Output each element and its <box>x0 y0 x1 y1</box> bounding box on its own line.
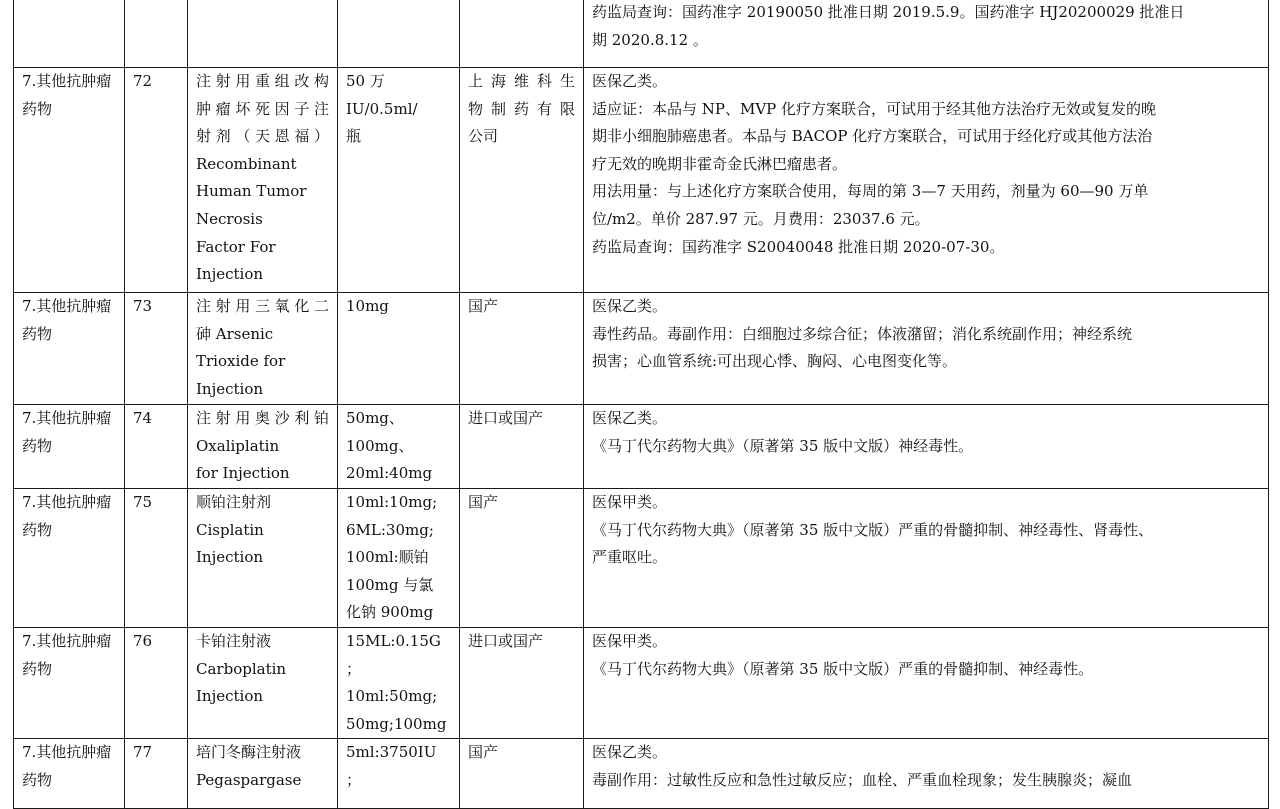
manufacturer-line: 国产 <box>468 297 499 315</box>
table-row <box>14 293 1269 405</box>
notes-cell <box>584 627 1269 738</box>
manufacturer-line: 国产 <box>468 493 499 511</box>
drug-name-line: 卡铂注射液 <box>196 631 272 650</box>
note-line: 药监局查询：国药准字 S20040048 批准日期 2020-07-30。 <box>592 237 1005 256</box>
drug-name-line: 砷 Arsenic <box>196 324 274 343</box>
row-number: 76 <box>133 631 153 650</box>
spec-cell <box>338 405 460 489</box>
note-line: 位/m2。单价 287.97 元。月费用：23037.6 元。 <box>592 209 930 228</box>
spec-line: 100mg、 <box>346 436 414 455</box>
drug-name-line: Injection <box>196 548 264 567</box>
manufacturer-line: 上海维科生 <box>468 72 575 90</box>
note-line: 期 2020.8.12 。 <box>592 30 708 49</box>
row-number: 72 <box>133 72 153 90</box>
drug-name-line: 注射用三氧化二 <box>196 297 329 315</box>
table-row <box>14 489 1269 628</box>
category-cell <box>14 627 125 738</box>
spec-line: 化钠 900mg <box>346 603 434 622</box>
drug-table <box>13 0 1269 809</box>
spec-cell <box>338 0 460 68</box>
spec-line: 10ml:10mg; <box>346 493 438 511</box>
note-line: 药监局查询：国药准字 20190050 批准日期 2019.5.9。国药准字 HJ20200029 批准日 <box>592 3 1185 21</box>
spec-cell <box>338 627 460 738</box>
drug-name-line: Trioxide for <box>196 352 286 371</box>
manufacturer-cell <box>460 68 584 293</box>
spec-line: 10mg <box>346 297 389 315</box>
table-row <box>14 405 1269 489</box>
manufacturer-line: 进口或国产 <box>468 631 544 650</box>
note-line: 毒副作用：过敏性反应和急性过敏反应；血栓、严重血栓现象；发生胰腺炎；凝血 <box>592 770 1133 789</box>
drug-name-line: 顺铂注射剂 <box>196 493 272 511</box>
drug-name-line: Factor For <box>196 237 276 256</box>
drug-name-line: Carboplatin <box>196 659 287 678</box>
category-cell <box>14 739 125 809</box>
note-line: 损害；心血管系统:可出现心悸、胸闷、心电图变化等。 <box>592 352 958 371</box>
table-row <box>14 0 1269 68</box>
manufacturer-cell <box>460 293 584 405</box>
number-cell <box>125 0 188 68</box>
number-cell <box>125 68 188 293</box>
note-line: 严重呕吐。 <box>592 548 668 567</box>
notes-cell <box>584 489 1269 628</box>
note-line: 医保甲类。 <box>592 631 668 650</box>
category-cell <box>14 0 125 68</box>
category-text: 7.其他抗肿瘤药物 <box>22 297 112 343</box>
category-cell <box>14 489 125 628</box>
drug-name-cell <box>188 0 338 68</box>
spec-line: IU/0.5ml/ <box>346 99 418 118</box>
drug-name-line: Human Tumor <box>196 182 307 201</box>
notes-cell <box>584 68 1269 293</box>
drug-name-line: Cisplatin <box>196 520 264 539</box>
drug-name-line: Oxaliplatin <box>196 436 280 455</box>
note-line: 医保乙类。 <box>592 743 668 762</box>
manufacturer-cell <box>460 0 584 68</box>
spec-line: 瓶 <box>346 127 362 146</box>
drug-name-cell <box>188 68 338 293</box>
note-line: 疗无效的晚期非霍奇金氏淋巴瘤患者。 <box>592 154 848 173</box>
note-line: 医保乙类。 <box>592 72 668 90</box>
manufacturer-line: 物制药有限 <box>468 99 575 118</box>
spec-line: 20ml:40mg <box>346 464 433 483</box>
category-text: 7.其他抗肿瘤药物 <box>22 743 112 789</box>
notes-cell <box>584 739 1269 809</box>
manufacturer-line: 国产 <box>468 743 499 762</box>
manufacturer-line: 公司 <box>468 127 499 146</box>
category-text: 7.其他抗肿瘤药物 <box>22 72 112 118</box>
note-line: 医保乙类。 <box>592 297 668 315</box>
spec-line: 15ML:0.15G <box>346 631 441 650</box>
drug-name-line: 注射用重组改构 <box>196 72 329 90</box>
drug-name-line: Injection <box>196 687 264 706</box>
note-line: 《马丁代尔药物大典》（原著第 35 版中文版）神经毒性。 <box>592 436 974 455</box>
note-line: 期非小细胞肺癌患者。本品与 BACOP 化疗方案联合，可试用于经化疗或其他方法治 <box>592 127 1153 146</box>
category-text: 7.其他抗肿瘤药物 <box>22 631 112 678</box>
spec-line: ； <box>346 770 362 789</box>
drug-name-cell <box>188 405 338 489</box>
note-line: 适应证：本品与 NP、MVP 化疗方案联合，可试用于经其他方法治疗无效或复发的晚 <box>592 99 1157 118</box>
category-cell <box>14 405 125 489</box>
manufacturer-cell <box>460 627 584 738</box>
drug-name-line: 注射用奥沙利铂 <box>196 409 329 427</box>
drug-name-line: Injection <box>196 265 264 284</box>
number-cell <box>125 293 188 405</box>
drug-name-cell <box>188 627 338 738</box>
category-text: 7.其他抗肿瘤药物 <box>22 493 112 539</box>
spec-line: 50mg、 <box>346 409 404 427</box>
spec-line: 100ml:顺铂 <box>346 548 429 567</box>
category-cell <box>14 68 125 293</box>
spec-line: 50 万 <box>346 72 385 90</box>
spec-cell <box>338 293 460 405</box>
drug-name-cell <box>188 489 338 628</box>
spec-line: 6ML:30mg; <box>346 520 434 539</box>
notes-cell <box>584 405 1269 489</box>
spec-line: 50mg;100mg <box>346 714 447 733</box>
row-number: 77 <box>133 743 153 762</box>
note-line: 毒性药品。毒副作用：白细胞过多综合征；体液潴留；消化系统副作用；神经系统 <box>592 324 1133 343</box>
drug-name-line: 肿瘤坏死因子注 <box>196 99 329 118</box>
spec-line: 100mg 与氯 <box>346 575 434 594</box>
notes-cell <box>584 0 1269 68</box>
spec-line: 5ml:3750IU <box>346 743 437 762</box>
table-row <box>14 627 1269 738</box>
manufacturer-line: 进口或国产 <box>468 409 544 427</box>
drug-name-line: for Injection <box>196 464 290 483</box>
note-line: 《马丁代尔药物大典》（原著第 35 版中文版）严重的骨髓抑制、神经毒性。 <box>592 659 1094 678</box>
number-cell <box>125 627 188 738</box>
drug-name-line: Injection <box>196 379 264 398</box>
drug-name-line: Necrosis <box>196 209 263 228</box>
spec-cell <box>338 489 460 628</box>
number-cell <box>125 405 188 489</box>
number-cell <box>125 489 188 628</box>
drug-name-line: 培门冬酶注射液 <box>196 743 302 762</box>
table-row <box>14 739 1269 809</box>
row-number: 75 <box>133 493 153 511</box>
manufacturer-cell <box>460 405 584 489</box>
spec-cell <box>338 68 460 293</box>
drug-name-cell <box>188 739 338 809</box>
table-row <box>14 68 1269 293</box>
note-line: 《马丁代尔药物大典》（原著第 35 版中文版）严重的骨髓抑制、神经毒性、肾毒性、 <box>592 520 1154 539</box>
manufacturer-cell <box>460 489 584 628</box>
row-number: 74 <box>133 409 153 427</box>
spec-line: 10ml:50mg; <box>346 687 438 706</box>
note-line: 医保乙类。 <box>592 409 668 427</box>
notes-cell <box>584 293 1269 405</box>
row-number: 73 <box>133 297 153 315</box>
note-line: 医保甲类。 <box>592 493 668 511</box>
drug-name-line: 射剂（天恩福） <box>196 127 329 146</box>
spec-cell <box>338 739 460 809</box>
spec-line: ； <box>346 659 362 678</box>
manufacturer-cell <box>460 739 584 809</box>
drug-name-line: Pegaspargase <box>196 770 302 789</box>
category-cell <box>14 293 125 405</box>
drug-name-line: Recombinant <box>196 154 297 173</box>
category-text: 7.其他抗肿瘤药物 <box>22 409 112 455</box>
drug-name-cell <box>188 293 338 405</box>
number-cell <box>125 739 188 809</box>
note-line: 用法用量：与上述化疗方案联合使用，每周的第 3—7 天用药，剂量为 60—90 万单 <box>592 182 1149 201</box>
